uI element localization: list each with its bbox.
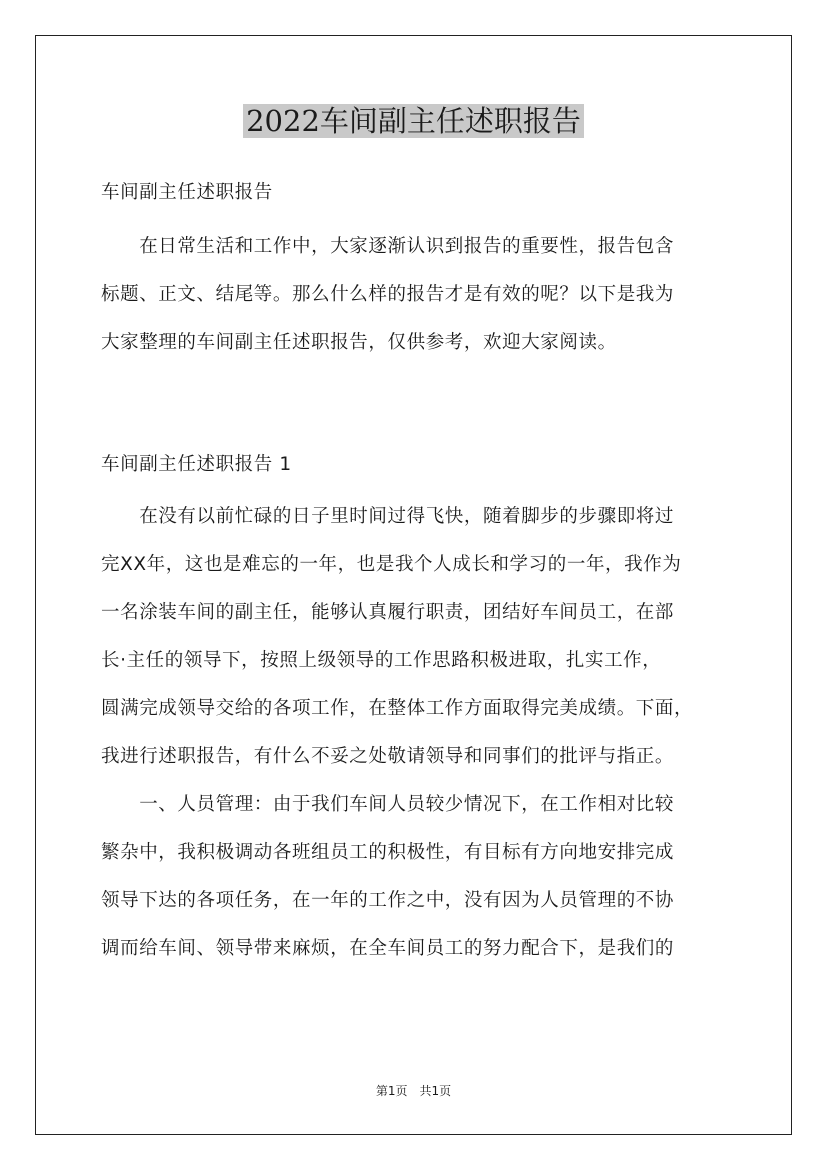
body-line: 圆满完成领导交给的各项工作，在整体工作方面取得完美成绩。下面， [101,698,694,719]
body-line: 领导下达的各项任务，在一年的工作之中，没有因为人员管理的不协 [101,890,675,911]
document-title [0,101,827,141]
body-paragraphs [101,493,741,973]
body-line: 在没有以前忙碌的日子里时间过得飞快，随着脚步的步骤即将过 [101,506,675,527]
document-title-text: 2022车间副主任述职报告 [243,104,584,138]
intro-paragraph [101,223,741,367]
body-line: 一名涂装车间的副主任，能够认真履行职责，团结好车间员工，在部 [101,602,675,623]
section-heading: 车间副主任述职报告 1 [101,454,292,475]
intro-line: 在日常生活和工作中，大家逐渐认识到报告的重要性，报告包含 [101,236,675,257]
body-line: 长·主任的领导下，按照上级领导的工作思路积极进取，扎实工作， [101,650,662,671]
body-line: 调而给车间、领导带来麻烦，在全车间员工的努力配合下，是我们的 [101,938,675,959]
page-footer: 第1页 共1页 [375,1084,452,1098]
intro-line: 标题、正文、结尾等。那么什么样的报告才是有效的呢？以下是我为 [101,284,675,305]
body-line: 繁杂中，我积极调动各班组员工的积极性，有目标有方向地安排完成 [101,842,675,863]
body-line: 完XX年，这也是难忘的一年，也是我个人成长和学习的一年，我作为 [101,554,682,575]
body-line: 一、人员管理：由于我们车间人员较少情况下，在工作相对比较 [101,794,675,815]
intro-line: 大家整理的车间副主任述职报告，仅供参考，欢迎大家阅读。 [101,332,617,353]
document-subtitle: 车间副主任述职报告 [101,182,273,203]
body-line: 我进行述职报告，有什么不妥之处敬请领导和同事们的批评与指正。 [101,746,675,767]
